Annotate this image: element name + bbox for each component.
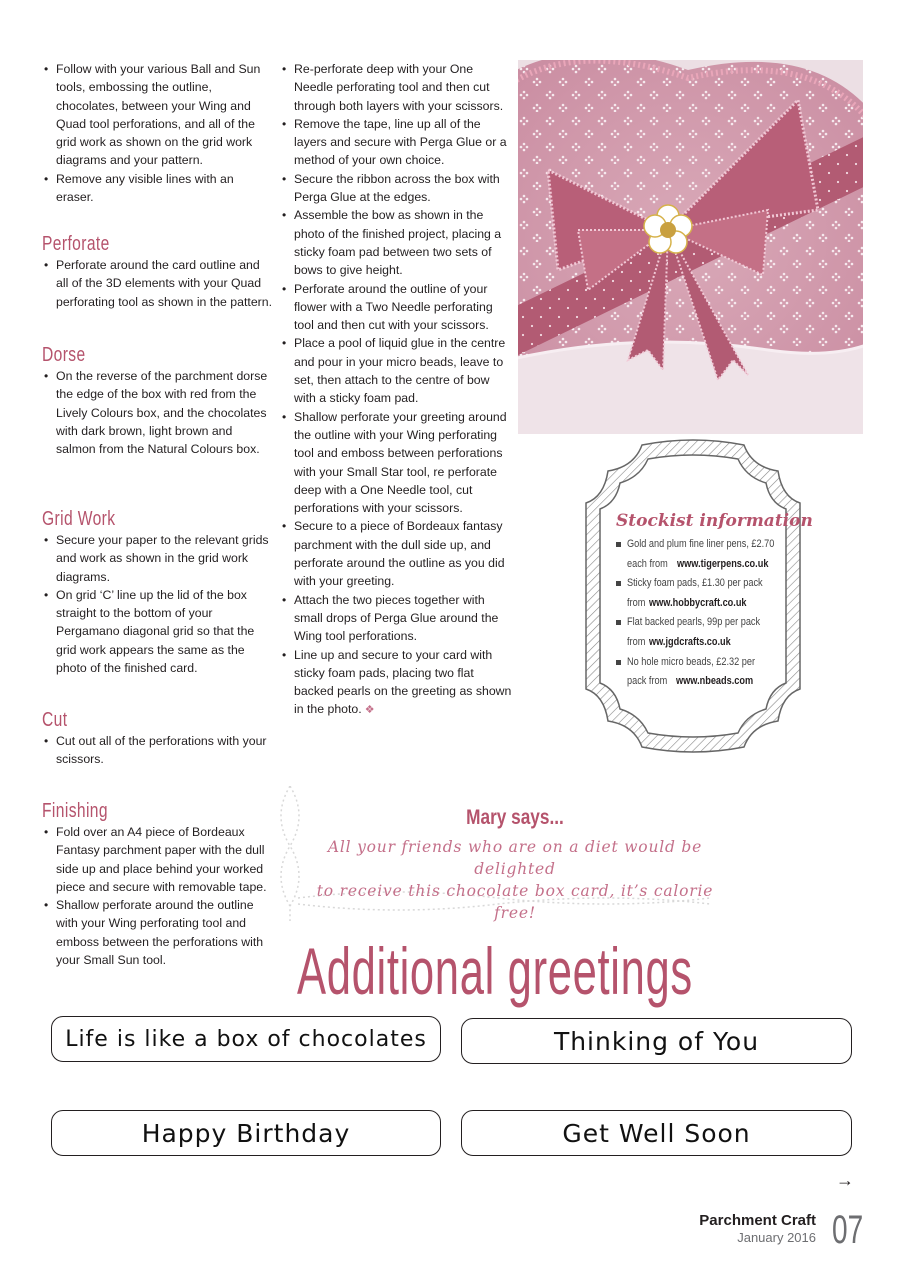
step-item: • Place a pool of liquid glue in the centre and pour in your micro beads, leave to set, then attach to the centre of bow with a sticky foam pad. [280, 334, 512, 407]
stockist-item [616, 613, 796, 652]
page-number: 07 [832, 1208, 864, 1252]
greeting-box: Life is like a box of chocolates [51, 1016, 441, 1062]
stockist-desc: Gold and plum fine liner pens, £2.70 [627, 538, 775, 550]
stockist-title: Stockist information [616, 511, 813, 531]
stockist-item [616, 653, 796, 692]
section-heading: Perforate [42, 233, 110, 255]
step-item: • Fold over an A4 piece of Bordeaux Fantasy parchment paper with the dull side up and place behind your worked piece and secure with removable tape. [42, 823, 274, 896]
step-item: • Secure your paper to the relevant grids and work as shown in the grid work diagrams. [42, 531, 274, 586]
end-mark-icon: ❖ [364, 704, 375, 717]
section-heading: Cut [42, 709, 68, 731]
step-item: • Re-perforate deep with your One Needle perforating tool and then cut through both layers with your scissors. [280, 60, 512, 115]
section-dorse [42, 343, 274, 458]
section-finishing [42, 799, 274, 969]
step-text: Line up and secure to your card with sticky foam pads, placing two flat backed pearls on the greeting as shown in the photo. [294, 647, 512, 717]
magazine-name: Parchment Craft [699, 1212, 816, 1229]
issue-date: January 2016 [737, 1230, 816, 1245]
step-item: • On the reverse of the parchment dorse the edge of the box with red from the Lively Colours box, and the chocolates with dark brown, light brown and salmon from the Natural Colours box. [42, 367, 274, 458]
step-item: • Secure the ribbon across the box with Perga Glue at the edges. [280, 170, 512, 207]
stockist-link[interactable]: ww.jgdcrafts.co.uk [649, 635, 732, 648]
step-item-last [280, 646, 512, 720]
section-heading: Grid Work [42, 508, 116, 530]
greeting-box: Get Well Soon [461, 1110, 852, 1156]
finished-card-photo [518, 60, 863, 434]
stockist-item [616, 574, 796, 613]
card-illustration [518, 60, 863, 434]
greeting-box: Happy Birthday [51, 1110, 441, 1156]
step-item: • Perforate around the outline of your flower with a Two Needle perforating tool and then cut with your scissors. [280, 280, 512, 335]
intro-steps [42, 60, 274, 206]
mary-says-quote [300, 836, 730, 924]
section-grid-work [42, 507, 274, 677]
step-item: • Attach the two pieces together with small drops of Perga Glue around the Wing tool perforations. [280, 591, 512, 646]
stockist-link[interactable]: www.tigerpens.co.uk [676, 557, 769, 570]
stockist-desc: pack from [627, 675, 668, 688]
quote-line: to receive this chocolate box card, it’s calorie free! [316, 882, 714, 922]
mary-says-title: Mary says... [466, 806, 564, 829]
step-item: • Assemble the bow as shown in the photo of the finished project, placing a sticky foam pad between two sets of bows to give height. [280, 206, 512, 279]
step-item: • Shallow perforate around the outline with your Wing perforating tool and emboss between the perforations with your Small Sun tool. [42, 896, 274, 969]
instructions-column-1 [42, 60, 274, 968]
stockist-item [616, 535, 796, 574]
stockist-desc: from [627, 635, 646, 648]
stockist-link[interactable]: www.nbeads.com [676, 675, 754, 688]
step-item: • Shallow perforate your greeting around the outline with your Wing perforating tool and emboss between perforations with your Small Star tool, re perforate deep with a One Needle tool, cut perforations with your scissors. [280, 408, 512, 518]
step-item: • Remove the tape, line up all of the layers and secure with Perga Glue or a method of your own choice. [280, 115, 512, 170]
step-item: • On grid ‘C’ line up the lid of the box straight to the bottom of your Pergamano diagonal grid so that the grid work appears the same as the photo of the finished card. [42, 586, 274, 677]
stockist-desc: from [627, 596, 646, 609]
stockist-desc: No hole micro beads, £2.32 per [627, 655, 756, 668]
step-item: • Perforate around the card outline and all of the 3D elements with your Quad perforating tool as shown in the pattern. [42, 256, 274, 311]
step-item: • Follow with your various Ball and Sun tools, embossing the outline, chocolates, between your Wing and Quad tool perforations, and all of the grid work as shown on the grid work diagrams and your pattern. [42, 60, 274, 170]
stockist-list [616, 535, 796, 692]
step-item: • Cut out all of the perforations with your scissors. [42, 732, 274, 769]
section-cut [42, 708, 274, 769]
greeting-box: Thinking of You [461, 1018, 852, 1064]
stockist-box [582, 437, 813, 755]
continue-arrow-icon: → [836, 1170, 854, 1190]
stockist-link[interactable]: www.hobbycraft.co.uk [649, 596, 747, 609]
quote-line: All your friends who are on a diet would be delighted [327, 838, 703, 878]
stockist-desc: Flat backed pearls, 99p per pack [627, 616, 761, 629]
section-heading: Finishing [42, 800, 108, 822]
step-item: • Secure to a piece of Bordeaux fantasy parchment with the dull side up, and perforate around the outline as you did with your greeting. [280, 517, 512, 590]
step-item: • Remove any visible lines with an eraser. [42, 170, 274, 207]
additional-greetings-title: Additional greetings [297, 934, 693, 1008]
stockist-desc: each from [627, 557, 668, 570]
section-perforate [42, 232, 274, 311]
stockist-desc: Sticky foam pads, £1.30 per pack [627, 577, 763, 590]
steps-list [280, 60, 512, 720]
instructions-column-2 [280, 60, 512, 720]
section-heading: Dorse [42, 344, 86, 366]
